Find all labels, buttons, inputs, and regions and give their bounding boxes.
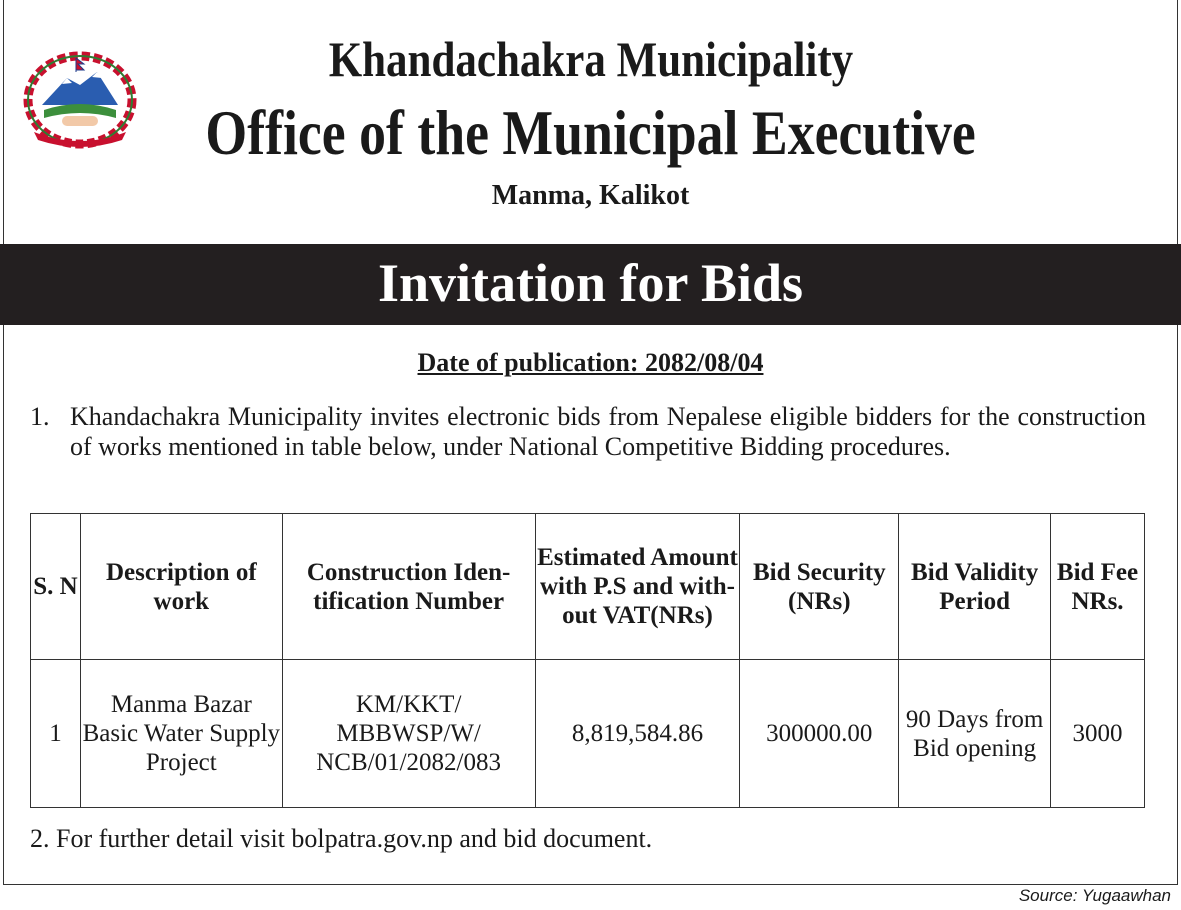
header-construction-id: Construction Iden-tification Number <box>282 514 535 660</box>
paragraph-number: 1. <box>30 402 50 431</box>
bid-table <box>30 513 1145 808</box>
table-header-row <box>31 514 1145 660</box>
cell-construction-id: KM/KKT/ MBBWSP/W/ NCB/01/2082/083 <box>282 660 535 808</box>
header-bid-fee: Bid Fee NRs. <box>1051 514 1145 660</box>
cell-estimated-amount: 8,819,584.86 <box>535 660 740 808</box>
table-row <box>31 660 1145 808</box>
header-description: Description of work <box>80 514 282 660</box>
header-sn: S. N <box>31 514 81 660</box>
municipality-title: Khandachakra Municipality <box>328 31 853 87</box>
cell-description: Manma Bazar Basic Water Supply Project <box>80 660 282 808</box>
cell-bid-fee: 3000 <box>1051 660 1145 808</box>
cell-sn: 1 <box>31 660 81 808</box>
header-bid-validity: Bid Validity Period <box>899 514 1051 660</box>
header-estimated-amount: Estimated Amount with P.S and with-out VAT(NRs) <box>535 514 740 660</box>
header-bid-security: Bid Security (NRs) <box>740 514 899 660</box>
source-credit: Source: Yugaawhan <box>1018 886 1171 905</box>
cell-bid-security: 300000.00 <box>740 660 899 808</box>
cell-bid-validity: 90 Days from Bid opening <box>899 660 1051 808</box>
location: Manma, Kalikot <box>491 180 690 211</box>
paragraph-2: 2. For further detail visit bolpatra.gov.np and bid document. <box>30 824 653 853</box>
publication-date: Date of publication: 2082/08/04 <box>417 348 764 377</box>
paragraph-text: Khandachakra Municipality invites electronic bids from Nepalese eligible bidders for the construction of works mentioned in table below, under National Competitive Bidding procedures. <box>70 402 1146 461</box>
paragraph-1 <box>30 402 1146 462</box>
office-title: Office of the Municipal Executive <box>205 97 976 168</box>
invitation-banner: Invitation for Bids <box>0 244 1181 325</box>
